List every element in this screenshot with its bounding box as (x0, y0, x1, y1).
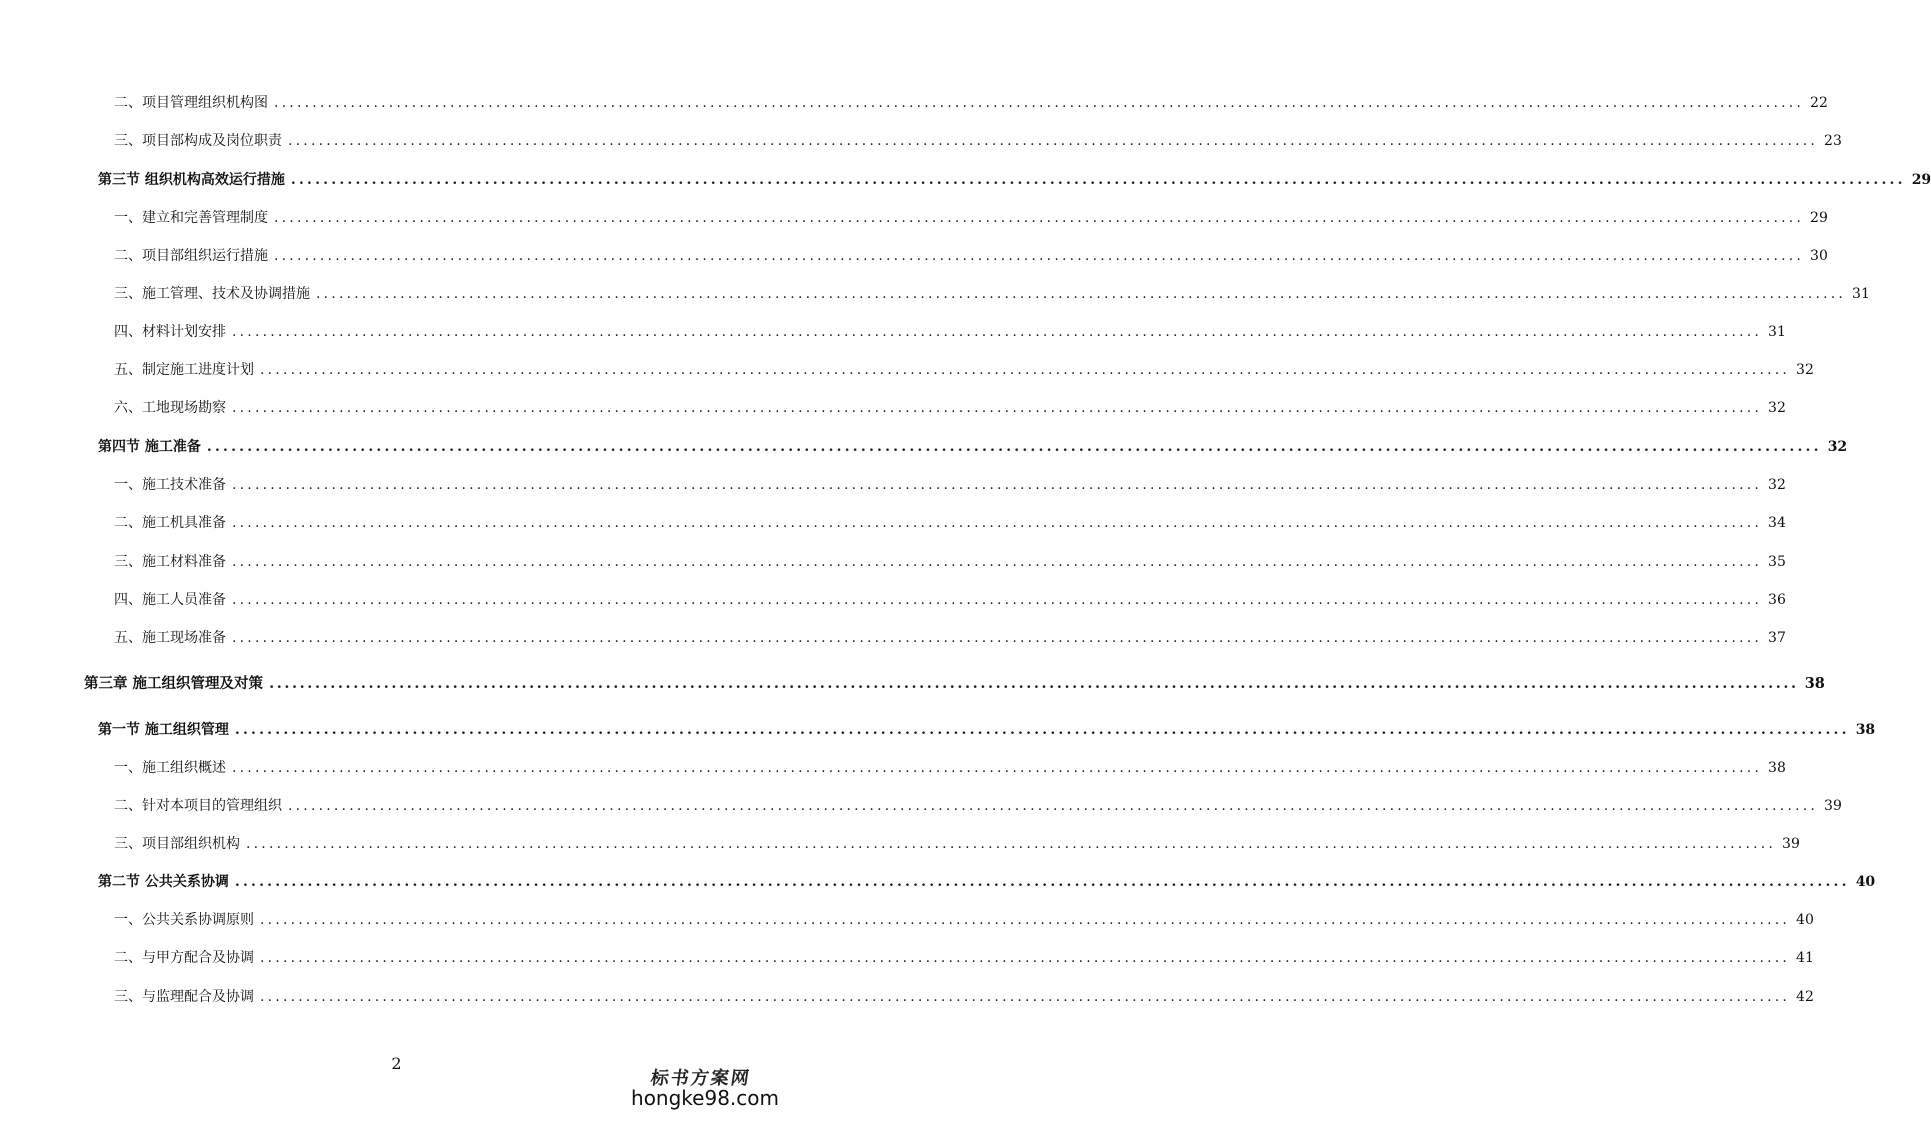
toc-dot-leader: ........................................................................................................................................................................................................ (288, 133, 1819, 149)
toc-entry-title: 二、项目管理组织机构图 (114, 95, 268, 111)
toc-entry-page: 42 (1796, 989, 1814, 1005)
toc-entry-title: 五、制定施工进度计划 (114, 362, 254, 378)
toc-entry[interactable] (98, 873, 1876, 891)
toc-entry-page: 36 (1768, 592, 1786, 608)
toc-dot-leader: ........................................................................................................................................................................................................ (260, 989, 1791, 1005)
toc-entry[interactable] (114, 247, 1828, 265)
toc-dot-leader: ........................................................................................................................................................................................................ (206, 439, 1822, 455)
toc-dot-leader: ........................................................................................................................................................................................................ (232, 400, 1763, 416)
toc-entry-title: 第三章 施工组织管理及对策 (84, 675, 264, 692)
toc-dot-leader: ........................................................................................................................................................................................................ (232, 324, 1763, 340)
toc-entry[interactable] (84, 675, 1825, 693)
toc-entry-page: 38 (1855, 722, 1876, 738)
toc-dot-leader: ........................................................................................................................................................................................................ (234, 874, 1850, 890)
toc-entry-title: 一、建立和完善管理制度 (114, 210, 268, 226)
toc-entry-title: 三、施工材料准备 (114, 554, 226, 570)
toc-entry-page: 29 (1911, 172, 1931, 188)
toc-entry[interactable] (114, 553, 1786, 571)
toc-entry-title: 第四节 施工准备 (98, 439, 201, 455)
toc-entry-title: 四、施工人员准备 (114, 592, 226, 608)
toc-dot-leader: ........................................................................................................................................................................................................ (316, 286, 1847, 302)
toc-entry-title: 一、公共关系协调原则 (114, 912, 254, 928)
toc-entry-page: 31 (1768, 324, 1786, 340)
toc-entry-page: 29 (1810, 210, 1828, 226)
toc-dot-leader: ........................................................................................................................................................................................................ (274, 95, 1805, 111)
toc-entry-page: 39 (1782, 836, 1800, 852)
toc-entry-title: 五、施工现场准备 (114, 630, 226, 646)
toc-entry-title: 三、项目部构成及岗位职责 (114, 133, 282, 149)
toc-entry-title: 第二节 公共关系协调 (98, 874, 229, 890)
toc-entry-page: 32 (1827, 439, 1848, 455)
toc-entry[interactable] (114, 132, 1842, 150)
toc-entry-title: 三、与监理配合及协调 (114, 989, 254, 1005)
toc-dot-leader: ........................................................................................................................................................................................................ (288, 798, 1819, 814)
toc-entry-title: 第三节 组织机构高效运行措施 (98, 172, 285, 188)
toc-dot-leader: ........................................................................................................................................................................................................ (260, 362, 1791, 378)
toc-entry-page: 30 (1810, 248, 1828, 264)
toc-entry[interactable] (98, 438, 1848, 456)
toc-entry-page: 31 (1852, 286, 1870, 302)
toc-entry[interactable] (114, 797, 1842, 815)
toc-dot-leader: ........................................................................................................................................................................................................ (260, 950, 1791, 966)
toc-entry[interactable] (114, 988, 1814, 1006)
toc-entry[interactable] (114, 591, 1786, 609)
watermark-url: hongke98.com (631, 1086, 779, 1110)
toc-dot-leader: ........................................................................................................................................................................................................ (232, 477, 1763, 493)
toc-entry-page: 32 (1768, 400, 1786, 416)
toc-entry-page: 23 (1824, 133, 1842, 149)
toc-entry-title: 三、项目部组织机构 (114, 836, 240, 852)
toc-entry-page: 39 (1824, 798, 1842, 814)
toc-entry-page: 22 (1810, 95, 1828, 111)
toc-dot-leader: ........................................................................................................................................................................................................ (234, 722, 1850, 738)
watermark-name: 标书方案网 (649, 1068, 753, 1089)
toc-dot-leader: ........................................................................................................................................................................................................ (260, 912, 1791, 928)
toc-entry-title: 二、针对本项目的管理组织 (114, 798, 282, 814)
toc-entry-title: 三、施工管理、技术及协调措施 (114, 286, 310, 302)
toc-entry[interactable] (114, 949, 1814, 967)
toc-entry[interactable] (114, 514, 1786, 532)
toc-entry[interactable] (114, 759, 1786, 777)
toc-entry[interactable] (98, 171, 1931, 189)
toc-entry-page: 32 (1796, 362, 1814, 378)
toc-entry[interactable] (114, 323, 1786, 341)
toc-dot-leader: ........................................................................................................................................................................................................ (232, 592, 1763, 608)
toc-entry-title: 二、项目部组织运行措施 (114, 248, 268, 264)
toc-entry[interactable] (114, 835, 1800, 853)
toc-entry-page: 38 (1804, 675, 1825, 692)
toc-entry[interactable] (114, 209, 1828, 227)
toc-entry-title: 一、施工组织概述 (114, 760, 226, 776)
toc-dot-leader: ........................................................................................................................................................................................................ (246, 836, 1777, 852)
watermark-logo (629, 1064, 779, 1114)
toc-entry[interactable] (98, 721, 1876, 739)
page-number: 2 (391, 1054, 402, 1073)
toc-entry-title: 二、施工机具准备 (114, 515, 226, 531)
toc-entry-page: 41 (1796, 950, 1814, 966)
toc-dot-leader: ........................................................................................................................................................................................................ (274, 210, 1805, 226)
toc-entry-page: 34 (1768, 515, 1786, 531)
toc-entry-page: 40 (1796, 912, 1814, 928)
toc-dot-leader: ........................................................................................................................................................................................................ (269, 675, 1799, 692)
toc-entry-page: 35 (1768, 554, 1786, 570)
toc-dot-leader: ........................................................................................................................................................................................................ (274, 248, 1805, 264)
toc-dot-leader: ........................................................................................................................................................................................................ (232, 515, 1763, 531)
toc-dot-leader: ........................................................................................................................................................................................................ (232, 630, 1763, 646)
toc-entry[interactable] (114, 94, 1828, 112)
toc-entry[interactable] (114, 399, 1786, 417)
toc-entry[interactable] (114, 476, 1786, 494)
toc-entry-title: 四、材料计划安排 (114, 324, 226, 340)
toc-entry-page: 40 (1855, 874, 1876, 890)
toc-dot-leader: ........................................................................................................................................................................................................ (290, 172, 1906, 188)
toc-entry[interactable] (114, 911, 1814, 929)
toc-entry-title: 六、工地现场勘察 (114, 400, 226, 416)
toc-entry[interactable] (114, 629, 1786, 647)
toc-entry-page: 38 (1768, 760, 1786, 776)
toc-entry-page: 32 (1768, 477, 1786, 493)
toc-entry[interactable] (114, 361, 1814, 379)
toc-entry[interactable] (114, 285, 1870, 303)
toc-dot-leader: ........................................................................................................................................................................................................ (232, 760, 1763, 776)
toc-entry-page: 37 (1768, 630, 1786, 646)
toc-dot-leader: ........................................................................................................................................................................................................ (232, 554, 1763, 570)
toc-entry-title: 一、施工技术准备 (114, 477, 226, 493)
toc-entry-title: 二、与甲方配合及协调 (114, 950, 254, 966)
toc-entry-title: 第一节 施工组织管理 (98, 722, 229, 738)
